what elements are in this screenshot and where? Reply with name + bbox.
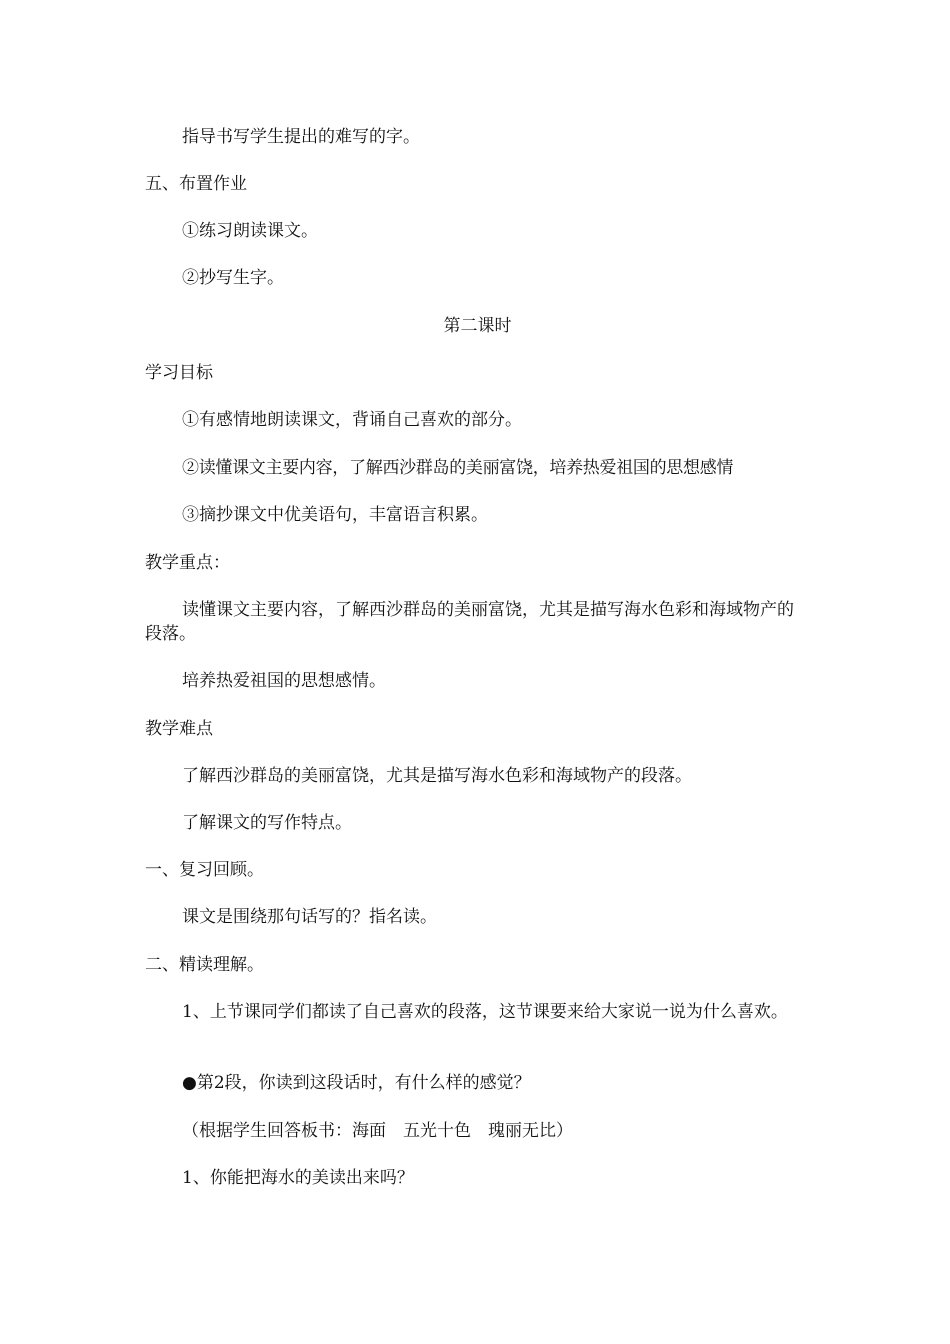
goal-item-3: ③摘抄课文中优美语句，丰富语言积累。 [182,505,488,525]
homework-item-1: ①练习朗读课文。 [182,221,318,241]
close-reading-paragraph-2: ●第2段，你读到这段话时，有什么样的感觉？ [182,1073,531,1093]
section-title-second-lesson: 第二课时 [443,316,512,336]
heading-close-reading: 二、精读理解。 [145,955,264,975]
close-reading-paragraph-1: 1、上节课同学们都读了自己喜欢的段落，这节课要来给大家说一说为什么喜欢。 [182,1002,788,1022]
heading-review: 一、复习回顾。 [145,860,264,880]
goal-item-1: ①有感情地朗读课文，背诵自己喜欢的部分。 [182,410,522,430]
goal-item-2: ②读懂课文主要内容，了解西沙群岛的美丽富饶，培养热爱祖国的思想感情 [182,458,734,478]
heading-learning-goals: 学习目标 [145,363,213,383]
difficulty-paragraph-1: 了解西沙群岛的美丽富饶，尤其是描写海水色彩和海域物产的段落。 [182,766,692,786]
heading-assign-homework: 五、布置作业 [145,174,247,194]
difficulty-paragraph-2: 了解课文的写作特点。 [182,813,352,833]
focus-paragraph-2: 培养热爱祖国的思想感情。 [182,671,386,691]
blackboard-note: （根据学生回答板书：海面 五光十色 瑰丽无比） [182,1121,573,1141]
review-paragraph: 课文是围绕那句话写的？指名读。 [182,907,437,927]
heading-teaching-difficulty: 教学难点 [145,719,213,739]
homework-item-2: ②抄写生字。 [182,268,284,288]
heading-teaching-focus: 教学重点： [145,553,230,573]
close-reading-paragraph-3: 1、你能把海水的美读出来吗？ [182,1168,414,1188]
paragraph-writing-guidance: 指导书写学生提出的难写的字。 [182,127,420,147]
focus-paragraph-1: 读懂课文主要内容，了解西沙群岛的美丽富饶，尤其是描写海水色彩和海域物产的段落。 [145,600,794,644]
